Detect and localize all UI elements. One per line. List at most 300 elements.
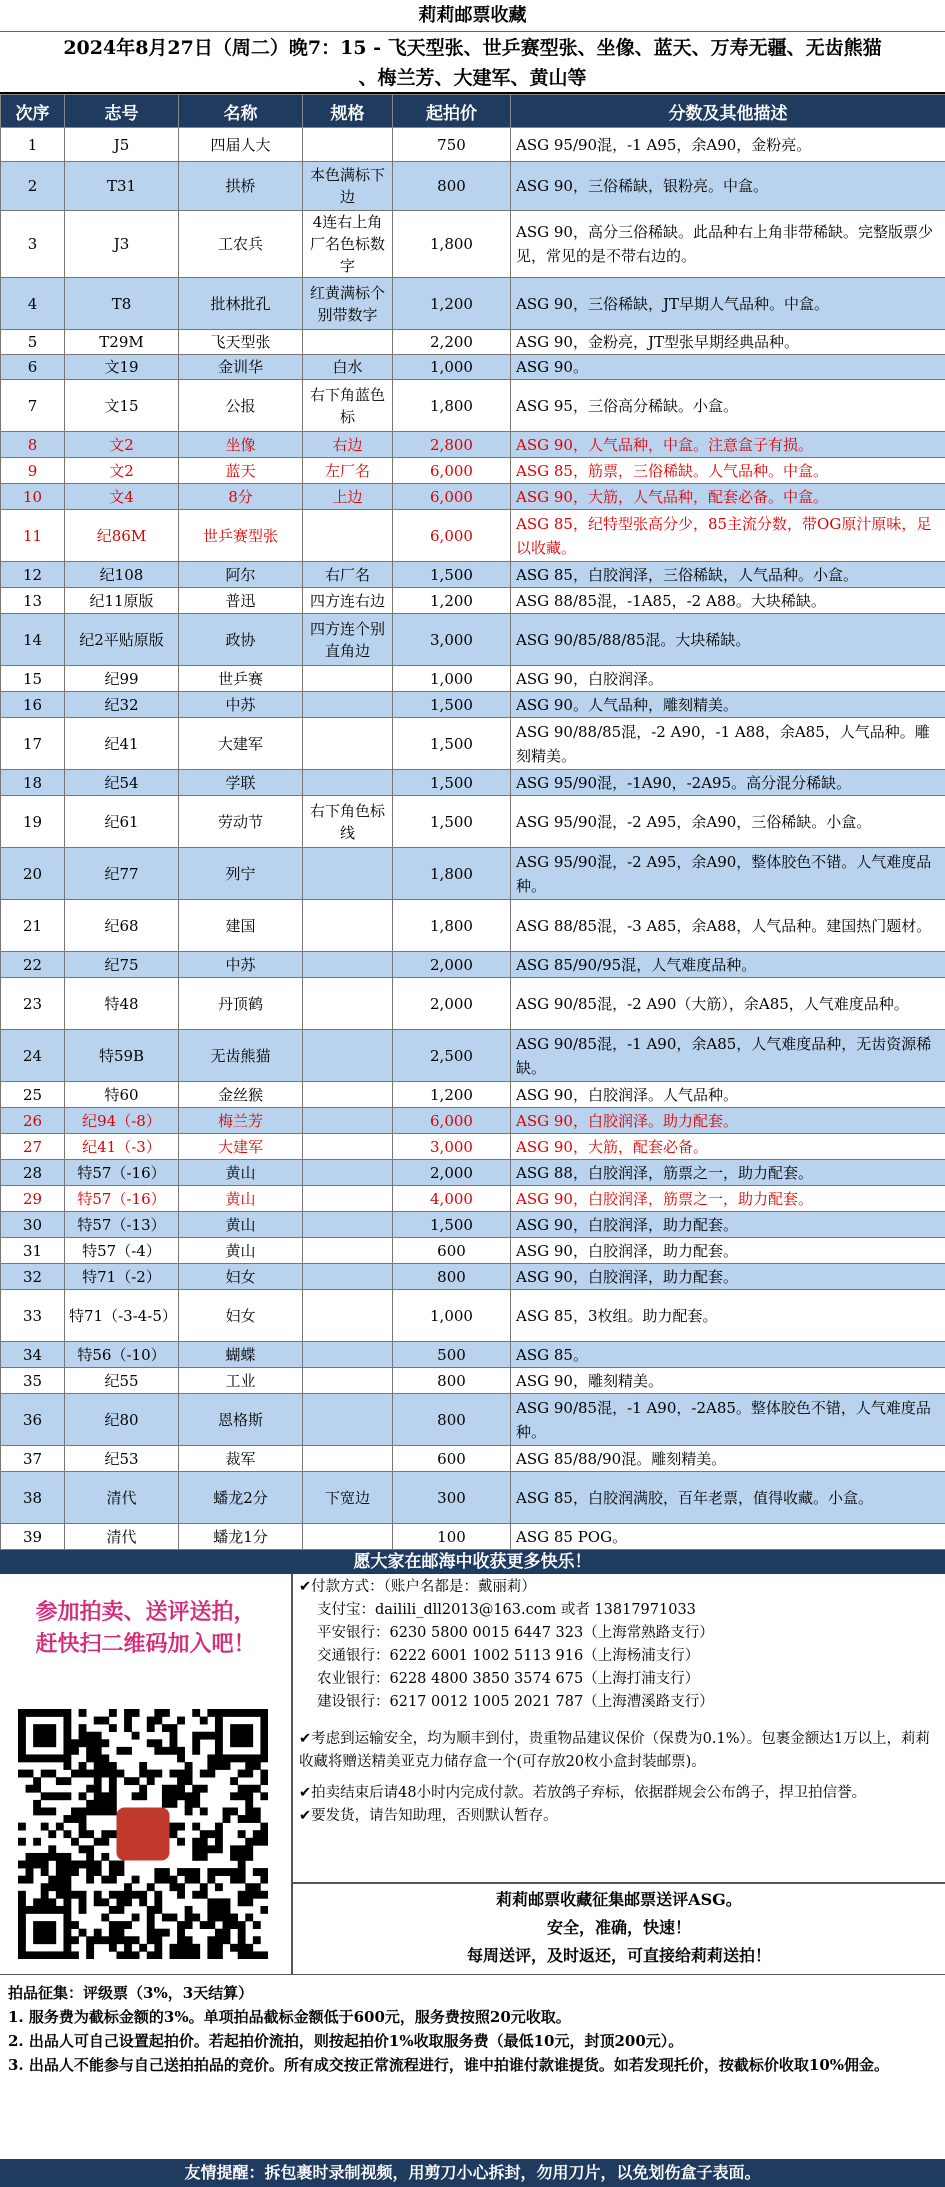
promo-text bbox=[0, 1574, 291, 1660]
cell-name: 劳动节 bbox=[179, 796, 303, 848]
cell-code: 纪99 bbox=[65, 666, 179, 692]
table-row bbox=[1, 1134, 945, 1160]
cell-spec: 红黄满标个别带数字 bbox=[303, 278, 393, 330]
cell-no: 15 bbox=[1, 666, 65, 692]
promo-line-1: 参加拍卖、送评送拍， bbox=[0, 1596, 291, 1628]
cell-name: 梅兰芳 bbox=[179, 1108, 303, 1134]
cell-no: 25 bbox=[1, 1082, 65, 1108]
cell-spec bbox=[303, 848, 393, 900]
table-row bbox=[1, 1446, 945, 1472]
cell-no: 26 bbox=[1, 1108, 65, 1134]
cell-no: 22 bbox=[1, 952, 65, 978]
cell-name: 蟠龙1分 bbox=[179, 1524, 303, 1550]
table-row bbox=[1, 796, 945, 848]
cell-price: 100 bbox=[393, 1524, 511, 1550]
cell-price: 600 bbox=[393, 1446, 511, 1472]
cell-spec bbox=[303, 770, 393, 796]
terms-heading: 拍品征集：评级票（3%，3天结算） bbox=[8, 1981, 937, 2005]
cell-desc: ASG 90。 bbox=[511, 355, 945, 380]
table-row bbox=[1, 1030, 945, 1082]
table-row bbox=[1, 211, 945, 278]
cell-price: 1,500 bbox=[393, 692, 511, 718]
table-row bbox=[1, 666, 945, 692]
cell-spec bbox=[303, 1186, 393, 1212]
cell-code: 特56（-10） bbox=[65, 1342, 179, 1368]
cell-code: 纪61 bbox=[65, 796, 179, 848]
cell-no: 21 bbox=[1, 900, 65, 952]
table-body bbox=[1, 128, 945, 1550]
cell-code: 纪32 bbox=[65, 692, 179, 718]
cell-price: 1,500 bbox=[393, 718, 511, 770]
table-row bbox=[1, 355, 945, 380]
cell-desc: ASG 85 POG。 bbox=[511, 1524, 945, 1550]
table-header-row bbox=[1, 95, 945, 128]
table-row bbox=[1, 330, 945, 355]
table-row bbox=[1, 952, 945, 978]
cell-name: 丹顶鹤 bbox=[179, 978, 303, 1030]
cell-spec bbox=[303, 1368, 393, 1394]
cell-name: 列宁 bbox=[179, 848, 303, 900]
cell-spec: 下宽边 bbox=[303, 1472, 393, 1524]
cell-code: 纪2平贴原版 bbox=[65, 614, 179, 666]
cell-no: 12 bbox=[1, 562, 65, 588]
promo-panel bbox=[0, 1574, 293, 1974]
cell-code: 文19 bbox=[65, 355, 179, 380]
payment-deadline-note: ✔拍卖结束后请48小时内完成付款。若放鸽子弃标，依据群规会公布鸽子，捍卫拍信誉。 bbox=[299, 1782, 941, 1805]
cell-name: 黄山 bbox=[179, 1238, 303, 1264]
terms-item: 2. 出品人可自己设置起拍价。若起拍价流拍，则按起拍价1%收取服务费（最低10元，封顶200元）。 bbox=[8, 2029, 937, 2053]
cell-desc: ASG 85，纪特型张高分少，85主流分数，带OG原汁原味，足以收藏。 bbox=[511, 510, 945, 562]
cell-name: 蟠龙2分 bbox=[179, 1472, 303, 1524]
cell-desc: ASG 90/85/88/85混。大块稀缺。 bbox=[511, 614, 945, 666]
cell-no: 16 bbox=[1, 692, 65, 718]
table-row bbox=[1, 1472, 945, 1524]
cell-price: 1,500 bbox=[393, 796, 511, 848]
cell-desc: ASG 90，白胶润泽。人气品种。 bbox=[511, 1082, 945, 1108]
cell-name: 公报 bbox=[179, 380, 303, 432]
wish-banner: 愿大家在邮海中收获更多快乐！ bbox=[0, 1550, 945, 1574]
cell-code: 纪94（-8） bbox=[65, 1108, 179, 1134]
info-section bbox=[0, 1574, 945, 1975]
cell-name: 金训华 bbox=[179, 355, 303, 380]
cell-name: 阿尔 bbox=[179, 562, 303, 588]
cell-spec bbox=[303, 978, 393, 1030]
table-row bbox=[1, 1394, 945, 1446]
cell-price: 1,500 bbox=[393, 1212, 511, 1238]
cell-desc: ASG 90，雕刻精美。 bbox=[511, 1368, 945, 1394]
cell-name: 中苏 bbox=[179, 692, 303, 718]
cell-name: 大建军 bbox=[179, 1134, 303, 1160]
cell-name: 拱桥 bbox=[179, 162, 303, 211]
cell-name: 无齿熊猫 bbox=[179, 1030, 303, 1082]
cell-desc: ASG 90/88/85混，-2 A90，-1 A88，余A85，人气品种。雕刻精美。 bbox=[511, 718, 945, 770]
cell-no: 36 bbox=[1, 1394, 65, 1446]
cell-spec bbox=[303, 666, 393, 692]
cell-price: 1,000 bbox=[393, 355, 511, 380]
cell-spec bbox=[303, 900, 393, 952]
cell-desc: ASG 90。人气品种，雕刻精美。 bbox=[511, 692, 945, 718]
cell-name: 坐像 bbox=[179, 432, 303, 458]
cell-name: 工农兵 bbox=[179, 211, 303, 278]
cell-price: 800 bbox=[393, 162, 511, 211]
auction-table bbox=[0, 94, 945, 1550]
cell-code: J3 bbox=[65, 211, 179, 278]
cell-name: 中苏 bbox=[179, 952, 303, 978]
cell-price: 2,000 bbox=[393, 1160, 511, 1186]
cell-spec bbox=[303, 692, 393, 718]
subtitle-line-2: 、梅兰芳、大建军、黄山等 bbox=[8, 63, 937, 93]
table-row bbox=[1, 900, 945, 952]
cell-price: 300 bbox=[393, 1472, 511, 1524]
cell-no: 11 bbox=[1, 510, 65, 562]
cell-spec bbox=[303, 1108, 393, 1134]
cell-spec: 本色满标下边 bbox=[303, 162, 393, 211]
cell-spec: 上边 bbox=[303, 484, 393, 510]
cell-code: 特57（-16） bbox=[65, 1160, 179, 1186]
cell-code: 文4 bbox=[65, 484, 179, 510]
cell-code: 文2 bbox=[65, 458, 179, 484]
table-row bbox=[1, 848, 945, 900]
cell-price: 800 bbox=[393, 1368, 511, 1394]
payment-title: ✔付款方式：（账户名都是：戴丽莉） bbox=[299, 1576, 941, 1599]
cell-price: 1,500 bbox=[393, 770, 511, 796]
cell-price: 6,000 bbox=[393, 484, 511, 510]
table-row bbox=[1, 1160, 945, 1186]
cell-spec bbox=[303, 1342, 393, 1368]
cell-code: T29M bbox=[65, 330, 179, 355]
cell-desc: ASG 88/85混，-3 A85，余A88，人气品种。建国热门题材。 bbox=[511, 900, 945, 952]
cell-code: 纪54 bbox=[65, 770, 179, 796]
cell-price: 3,000 bbox=[393, 614, 511, 666]
table-row bbox=[1, 458, 945, 484]
cell-no: 28 bbox=[1, 1160, 65, 1186]
cell-spec: 四方连右边 bbox=[303, 588, 393, 614]
cell-code: T8 bbox=[65, 278, 179, 330]
cell-desc: ASG 90/85混，-1 A90，-2A85。整体胶色不错，人气难度品种。 bbox=[511, 1394, 945, 1446]
cell-desc: ASG 90，大筋，人气品种，配套必备。中盒。 bbox=[511, 484, 945, 510]
cell-desc: ASG 90/85混，-2 A90（大筋），余A85，人气难度品种。 bbox=[511, 978, 945, 1030]
cell-name: 黄山 bbox=[179, 1212, 303, 1238]
cell-code: 纪68 bbox=[65, 900, 179, 952]
cell-spec: 四方连个别直角边 bbox=[303, 614, 393, 666]
cell-name: 世乒赛型张 bbox=[179, 510, 303, 562]
table-row bbox=[1, 588, 945, 614]
cell-desc: ASG 90，白胶润泽。助力配套。 bbox=[511, 1108, 945, 1134]
cell-no: 9 bbox=[1, 458, 65, 484]
cell-name: 蝴蝶 bbox=[179, 1342, 303, 1368]
table-row bbox=[1, 692, 945, 718]
cell-price: 6,000 bbox=[393, 510, 511, 562]
cell-desc: ASG 85，白胶润泽，三俗稀缺，人气品种。小盒。 bbox=[511, 562, 945, 588]
bank-account: 平安银行：6230 5800 0015 6447 323（上海常熟路支行） bbox=[299, 1622, 941, 1645]
cell-desc: ASG 88/85混，-1A85，-2 A88。大块稀缺。 bbox=[511, 588, 945, 614]
cell-no: 31 bbox=[1, 1238, 65, 1264]
col-header-price: 起拍价 bbox=[393, 95, 511, 128]
alipay-account: 支付宝：dailili_dll2013@163.com 或者 13817971033 bbox=[299, 1599, 941, 1622]
cell-spec bbox=[303, 330, 393, 355]
cell-code: 特71（-2） bbox=[65, 1264, 179, 1290]
cell-code: 特57（-16） bbox=[65, 1186, 179, 1212]
cell-price: 2,200 bbox=[393, 330, 511, 355]
cell-spec bbox=[303, 1238, 393, 1264]
cell-desc: ASG 90，三俗稀缺，银粉亮。中盒。 bbox=[511, 162, 945, 211]
auction-subtitle bbox=[0, 32, 945, 94]
cell-desc: ASG 90，白胶润泽，助力配套。 bbox=[511, 1212, 945, 1238]
cell-spec: 右边 bbox=[303, 432, 393, 458]
cell-price: 1,000 bbox=[393, 1290, 511, 1342]
cell-name: 四届人大 bbox=[179, 128, 303, 162]
cell-price: 1,200 bbox=[393, 1082, 511, 1108]
cell-price: 6,000 bbox=[393, 1108, 511, 1134]
table-row bbox=[1, 614, 945, 666]
cell-no: 8 bbox=[1, 432, 65, 458]
cell-no: 27 bbox=[1, 1134, 65, 1160]
page-title: 莉莉邮票收藏 bbox=[0, 0, 945, 32]
table-row bbox=[1, 1212, 945, 1238]
cell-code: 清代 bbox=[65, 1524, 179, 1550]
cell-price: 600 bbox=[393, 1238, 511, 1264]
cell-no: 6 bbox=[1, 355, 65, 380]
cell-desc: ASG 90，大筋，配套必备。 bbox=[511, 1134, 945, 1160]
cell-spec bbox=[303, 1394, 393, 1446]
cell-code: 纪77 bbox=[65, 848, 179, 900]
collect-line-1: 莉莉邮票收藏征集邮票送评ASG。 bbox=[293, 1886, 945, 1914]
cell-desc: ASG 88，白胶润泽，筋票之一，助力配套。 bbox=[511, 1160, 945, 1186]
cell-price: 800 bbox=[393, 1394, 511, 1446]
cell-name: 黄山 bbox=[179, 1186, 303, 1212]
cell-no: 29 bbox=[1, 1186, 65, 1212]
cell-price: 3,000 bbox=[393, 1134, 511, 1160]
table-row bbox=[1, 278, 945, 330]
cell-code: 文15 bbox=[65, 380, 179, 432]
cell-price: 1,200 bbox=[393, 278, 511, 330]
table-row bbox=[1, 432, 945, 458]
promo-line-2: 赶快扫二维码加入吧！ bbox=[0, 1628, 291, 1660]
cell-no: 24 bbox=[1, 1030, 65, 1082]
cell-desc: ASG 90，白胶润泽。 bbox=[511, 666, 945, 692]
col-header-no: 次序 bbox=[1, 95, 65, 128]
cell-code: 纪11原版 bbox=[65, 588, 179, 614]
col-header-desc: 分数及其他描述 bbox=[511, 95, 945, 128]
bank-account: 建设银行：6217 0012 1005 2021 787（上海漕溪路支行） bbox=[299, 1691, 941, 1714]
cell-spec: 左厂名 bbox=[303, 458, 393, 484]
cell-no: 20 bbox=[1, 848, 65, 900]
cell-name: 恩格斯 bbox=[179, 1394, 303, 1446]
collect-line-2: 安全，准确，快速！ bbox=[293, 1914, 945, 1942]
subtitle-line-1: 2024年8月27日（周二）晚7：15 - 飞天型张、世乒赛型张、坐像、蓝天、万寿无疆、无齿熊猫 bbox=[8, 33, 937, 63]
cell-desc: ASG 90/85混，-1 A90，余A85，人气难度品种，无齿资源稀缺。 bbox=[511, 1030, 945, 1082]
cell-code: 特60 bbox=[65, 1082, 179, 1108]
col-header-name: 名称 bbox=[179, 95, 303, 128]
cell-no: 5 bbox=[1, 330, 65, 355]
cell-name: 大建军 bbox=[179, 718, 303, 770]
cell-spec: 白水 bbox=[303, 355, 393, 380]
table-row bbox=[1, 562, 945, 588]
bank-account: 交通银行：6222 6001 1002 5113 916（上海杨浦支行） bbox=[299, 1645, 941, 1668]
cell-price: 2,000 bbox=[393, 952, 511, 978]
table-row bbox=[1, 718, 945, 770]
cell-code: 纪41（-3） bbox=[65, 1134, 179, 1160]
cell-desc: ASG 90，白胶润泽，助力配套。 bbox=[511, 1264, 945, 1290]
cell-no: 30 bbox=[1, 1212, 65, 1238]
cell-spec bbox=[303, 1134, 393, 1160]
table-row bbox=[1, 1342, 945, 1368]
table-row bbox=[1, 770, 945, 796]
cell-price: 1,800 bbox=[393, 848, 511, 900]
table-row bbox=[1, 1290, 945, 1342]
cell-spec bbox=[303, 1290, 393, 1342]
cell-desc: ASG 95，三俗高分稀缺。小盒。 bbox=[511, 380, 945, 432]
terms-item: 1. 服务费为截标金额的3%。单项拍品截标金额低于600元，服务费按照20元收取。 bbox=[8, 2005, 937, 2029]
cell-name: 建国 bbox=[179, 900, 303, 952]
cell-price: 1,800 bbox=[393, 211, 511, 278]
table-row bbox=[1, 1264, 945, 1290]
cell-no: 32 bbox=[1, 1264, 65, 1290]
cell-spec bbox=[303, 1264, 393, 1290]
cell-code: 特71（-3-4-5） bbox=[65, 1290, 179, 1342]
cell-name: 8分 bbox=[179, 484, 303, 510]
cell-code: 特57（-4） bbox=[65, 1238, 179, 1264]
cell-code: 文2 bbox=[65, 432, 179, 458]
table-row bbox=[1, 380, 945, 432]
cell-desc: ASG 85，3枚组。助力配套。 bbox=[511, 1290, 945, 1342]
cell-spec bbox=[303, 1160, 393, 1186]
table-row bbox=[1, 510, 945, 562]
table-row bbox=[1, 1082, 945, 1108]
cell-code: 纪75 bbox=[65, 952, 179, 978]
cell-no: 17 bbox=[1, 718, 65, 770]
cell-no: 33 bbox=[1, 1290, 65, 1342]
cell-name: 金丝猴 bbox=[179, 1082, 303, 1108]
table-row bbox=[1, 484, 945, 510]
cell-no: 10 bbox=[1, 484, 65, 510]
cell-desc: ASG 85/88/90混。雕刻精美。 bbox=[511, 1446, 945, 1472]
cell-price: 500 bbox=[393, 1342, 511, 1368]
cell-desc: ASG 85/90/95混，人气难度品种。 bbox=[511, 952, 945, 978]
cell-code: 特57（-13） bbox=[65, 1212, 179, 1238]
cell-desc: ASG 90，白胶润泽，助力配套。 bbox=[511, 1238, 945, 1264]
cell-no: 23 bbox=[1, 978, 65, 1030]
cell-spec bbox=[303, 1082, 393, 1108]
cell-price: 4,000 bbox=[393, 1186, 511, 1212]
cell-desc: ASG 90，高分三俗稀缺。此品种右上角非带稀缺。完整版票少见，常见的是不带右边的。 bbox=[511, 211, 945, 278]
col-header-spec: 规格 bbox=[303, 95, 393, 128]
bank-account: 农业银行：6228 4800 3850 3574 675（上海打浦支行） bbox=[299, 1668, 941, 1691]
table-row bbox=[1, 1108, 945, 1134]
cell-code: J5 bbox=[65, 128, 179, 162]
cell-no: 3 bbox=[1, 211, 65, 278]
cell-price: 800 bbox=[393, 1264, 511, 1290]
cell-name: 普迅 bbox=[179, 588, 303, 614]
table-row bbox=[1, 978, 945, 1030]
cell-price: 750 bbox=[393, 128, 511, 162]
cell-desc: ASG 85，白胶润满胶，百年老票，值得收藏。小盒。 bbox=[511, 1472, 945, 1524]
cell-no: 18 bbox=[1, 770, 65, 796]
table-row bbox=[1, 1368, 945, 1394]
cell-no: 35 bbox=[1, 1368, 65, 1394]
cell-spec bbox=[303, 1524, 393, 1550]
cell-code: 清代 bbox=[65, 1472, 179, 1524]
cell-desc: ASG 95/90混，-1A90，-2A95。高分混分稀缺。 bbox=[511, 770, 945, 796]
cell-code: 特48 bbox=[65, 978, 179, 1030]
cell-desc: ASG 85，筋票，三俗稀缺。人气品种。中盒。 bbox=[511, 458, 945, 484]
cell-spec bbox=[303, 718, 393, 770]
cell-price: 2,500 bbox=[393, 1030, 511, 1082]
cell-spec bbox=[303, 1212, 393, 1238]
cell-price: 1,800 bbox=[393, 900, 511, 952]
cell-no: 34 bbox=[1, 1342, 65, 1368]
cell-no: 39 bbox=[1, 1524, 65, 1550]
cell-code: 纪53 bbox=[65, 1446, 179, 1472]
cell-no: 19 bbox=[1, 796, 65, 848]
cell-price: 1,000 bbox=[393, 666, 511, 692]
cell-desc: ASG 90，金粉亮，JT型张早期经典品种。 bbox=[511, 330, 945, 355]
cell-price: 2,800 bbox=[393, 432, 511, 458]
cell-name: 政协 bbox=[179, 614, 303, 666]
delivery-note: ✔要发货，请告知助理，否则默认暂存。 bbox=[299, 1805, 941, 1828]
cell-no: 1 bbox=[1, 128, 65, 162]
cell-no: 14 bbox=[1, 614, 65, 666]
cell-spec: 右下角蓝色标 bbox=[303, 380, 393, 432]
table-row bbox=[1, 1186, 945, 1212]
cell-name: 批林批孔 bbox=[179, 278, 303, 330]
cell-price: 1,500 bbox=[393, 562, 511, 588]
cell-code: 特59B bbox=[65, 1030, 179, 1082]
cell-code: 纪86M bbox=[65, 510, 179, 562]
cell-no: 4 bbox=[1, 278, 65, 330]
cell-code: 纪80 bbox=[65, 1394, 179, 1446]
table-row bbox=[1, 128, 945, 162]
cell-name: 妇女 bbox=[179, 1290, 303, 1342]
cell-spec bbox=[303, 952, 393, 978]
cell-price: 2,000 bbox=[393, 978, 511, 1030]
cell-spec: 右下角色标线 bbox=[303, 796, 393, 848]
cell-desc: ASG 90，白胶润泽，筋票之一，助力配套。 bbox=[511, 1186, 945, 1212]
cell-name: 学联 bbox=[179, 770, 303, 796]
table-row bbox=[1, 1524, 945, 1550]
cell-code: 纪55 bbox=[65, 1368, 179, 1394]
cell-spec: 右厂名 bbox=[303, 562, 393, 588]
cell-spec bbox=[303, 128, 393, 162]
col-header-code: 志号 bbox=[65, 95, 179, 128]
cell-desc: ASG 85。 bbox=[511, 1342, 945, 1368]
cell-spec: 4连右上角厂名色标数字 bbox=[303, 211, 393, 278]
cell-name: 黄山 bbox=[179, 1160, 303, 1186]
cell-name: 工业 bbox=[179, 1368, 303, 1394]
cell-desc: ASG 90，三俗稀缺，JT早期人气品种。中盒。 bbox=[511, 278, 945, 330]
shipping-note: ✔考虑到运输安全，均为顺丰到付，贵重物品建议保价（保费为0.1%）。包裹金额达1万以上，莉莉收藏将赠送精美亚克力储存盒一个(可存放20枚小盒封装邮票)。 bbox=[299, 1728, 941, 1774]
cell-name: 妇女 bbox=[179, 1264, 303, 1290]
cell-desc: ASG 95/90混，-2 A95，余A90，整体胶色不错。人气难度品种。 bbox=[511, 848, 945, 900]
cell-name: 飞天型张 bbox=[179, 330, 303, 355]
cell-no: 38 bbox=[1, 1472, 65, 1524]
cell-price: 6,000 bbox=[393, 458, 511, 484]
cell-name: 世乒赛 bbox=[179, 666, 303, 692]
cell-desc: ASG 90，人气品种，中盒。注意盒子有损。 bbox=[511, 432, 945, 458]
cell-code: 纪41 bbox=[65, 718, 179, 770]
cell-code: 纪108 bbox=[65, 562, 179, 588]
cell-spec bbox=[303, 1030, 393, 1082]
cell-spec bbox=[303, 1446, 393, 1472]
qr-code-icon[interactable] bbox=[18, 1709, 268, 1959]
cell-spec bbox=[303, 510, 393, 562]
cell-no: 7 bbox=[1, 380, 65, 432]
friendly-reminder: 友情提醒：拆包裹时录制视频，用剪刀小心拆封，勿用刀片，以免划伤盒子表面。 bbox=[0, 2159, 945, 2187]
table-row bbox=[1, 1238, 945, 1264]
cell-name: 蓝天 bbox=[179, 458, 303, 484]
cell-no: 37 bbox=[1, 1446, 65, 1472]
cell-no: 2 bbox=[1, 162, 65, 211]
